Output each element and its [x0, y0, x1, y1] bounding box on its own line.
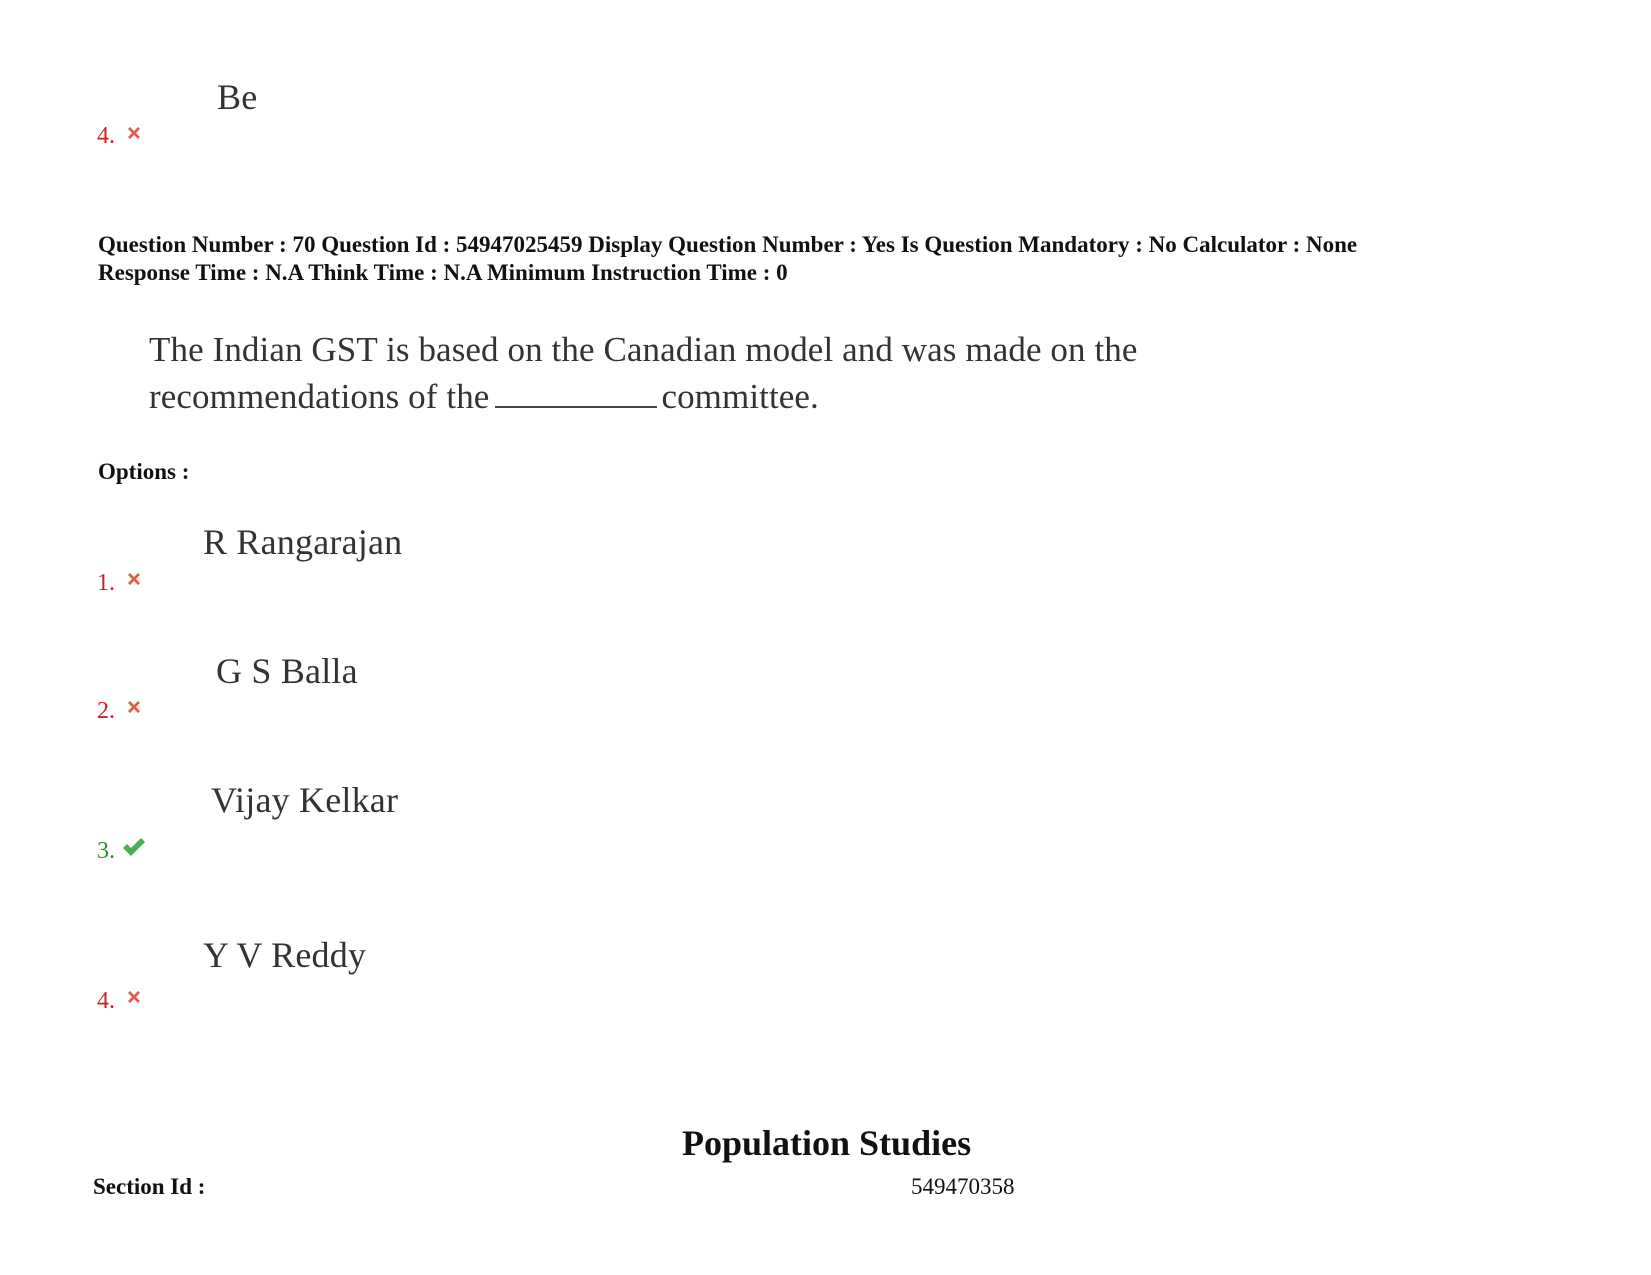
option-1-text: R Rangarajan — [203, 522, 403, 562]
section-title: Population Studies — [682, 1123, 972, 1163]
cross-icon — [125, 570, 143, 593]
option-4-number: 4. — [97, 988, 115, 1014]
cross-icon — [125, 988, 143, 1011]
question-text-before-blank: recommendations of the — [149, 377, 490, 416]
option-3-text: Vijay Kelkar — [211, 780, 399, 820]
previous-option-number: 4. — [97, 123, 115, 149]
answer-blank — [495, 378, 657, 408]
question-meta-line-1: Question Number : 70 Question Id : 54947025459 Display Question Number : Yes Is Question Mandatory : No Calculator : None — [98, 232, 1358, 257]
option-3-number: 3. — [97, 838, 115, 864]
check-icon — [121, 836, 147, 863]
option-2-text: G S Balla — [216, 651, 358, 691]
option-2-number: 2. — [97, 698, 115, 724]
question-text-after-blank: committee. — [661, 377, 819, 416]
option-1-number: 1. — [97, 570, 115, 596]
options-label: Options : — [98, 459, 190, 484]
section-id-value: 549470358 — [911, 1174, 1015, 1199]
cross-icon — [125, 698, 143, 721]
question-text-line-1: The Indian GST is based on the Canadian model and was made on the — [149, 330, 1138, 369]
section-id-label: Section Id : — [93, 1174, 206, 1199]
option-4-text: Y V Reddy — [203, 935, 367, 975]
cross-icon — [125, 124, 143, 147]
question-meta-line-2: Response Time : N.A Think Time : N.A Minimum Instruction Time : 0 — [98, 260, 788, 285]
previous-option-text: Be — [217, 77, 258, 117]
question-text-line-2 — [149, 377, 819, 417]
